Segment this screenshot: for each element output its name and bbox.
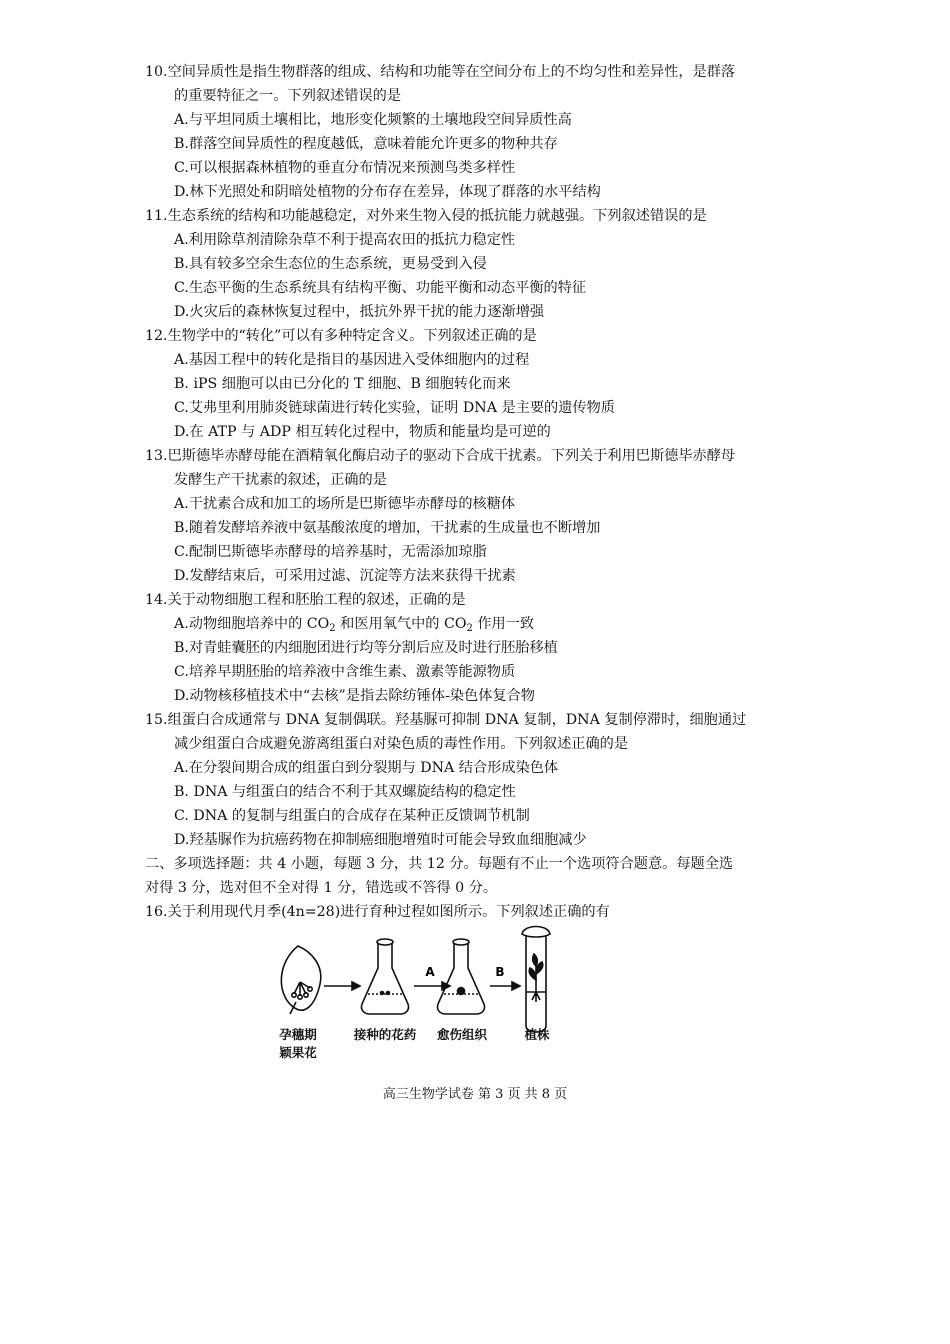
q15-option-a: A.在分裂间期合成的组蛋白到分裂期与 DNA 结合形成染色体 [174,760,559,776]
flask-icon-anther [361,939,408,1014]
q13-option-d: D.发酵结束后，可采用过滤、沉淀等方法来获得干扰素 [174,568,516,584]
caption-flower-line2: 颖果花 [279,1045,317,1060]
q14-option-d: D.动物核移植技术中“去核”是指去除纺锤体-染色体复合物 [174,688,535,704]
q15-option-b: B. DNA 与组蛋白的结合不利于其双螺旋结构的稳定性 [174,784,516,800]
q10-stem-line1: 10.空间异质性是指生物群落的组成、结构和功能等在空间分布上的不均匀性和差异性，是群落 [145,64,736,80]
q10-option-d: D.林下光照处和阴暗处植物的分布存在差异，体现了群落的水平结构 [174,184,601,200]
q14-option-b: B.对青蛙囊胚的内细胞团进行均等分割后应及时进行胚胎移植 [174,640,558,656]
breeding-process-diagram [272,922,572,1062]
q13-option-a: A.干扰素合成和加工的场所是巴斯德毕赤酵母的核糖体 [174,496,516,512]
section2-heading-line1: 二、多项选择题：共 4 小题，每题 3 分，共 12 分。每题有不止一个选项符合题意。每题全选 [145,856,734,872]
caption-anther: 接种的花药 [353,1027,417,1042]
q12-option-c: C.艾弗里利用肺炎链球菌进行转化实验，证明 DNA 是主要的遗传物质 [174,400,615,416]
q15-option-c: C. DNA 的复制与组蛋白的合成存在某种正反馈调节机制 [174,808,530,824]
q10-option-c: C.可以根据森林植物的垂直分布情况来预测鸟类多样性 [174,160,516,176]
q12-stem-line1: 12.生物学中的“转化”可以有多种特定含义。下列叙述正确的是 [145,328,537,344]
caption-plant: 植株 [524,1027,550,1042]
q15-stem-line1: 15.组蛋白合成通常与 DNA 复制偶联。羟基脲可抑制 DNA 复制，DNA 复制停滞时，细胞通过 [145,712,747,728]
q10-stem-line2: 的重要特征之一。下列叙述错误的是 [174,88,402,104]
test-tube-plant-icon [522,927,550,1033]
q10-option-b: B.群落空间异质性的程度越低，意味着能允许更多的物种共存 [174,136,558,152]
arrow-1 [324,982,360,990]
q11-option-a: A.利用除草剂清除杂草不利于提高农田的抵抗力稳定性 [174,232,516,248]
arrow-a-label: A [425,965,435,979]
q14-option-a-part2: 和医用氧气中的 CO [335,616,467,632]
q13-option-c: C.配制巴斯德毕赤酵母的培养基时，无需添加琼脂 [174,544,487,560]
q15-option-d: D.羟基脲作为抗癌药物在抑制癌细胞增殖时可能会导致血细胞减少 [174,832,587,848]
flask-icon-callus [437,939,484,1014]
q14-option-c: C.培养早期胚胎的培养液中含维生素、激素等能源物质 [174,664,516,680]
q14-option-a-part3: 作用一致 [472,616,535,632]
caption-flower [272,1026,324,1062]
q11-option-c: C.生态平衡的生态系统具有结构平衡、功能平衡和动态平衡的特征 [174,280,587,296]
q14-option-a-part1: A.动物细胞培养中的 CO [174,616,330,632]
q15-stem-line2: 减少组蛋白合成避免游离组蛋白对染色质的毒性作用。下列叙述正确的是 [174,736,629,752]
q14-stem-line1: 14.关于动物细胞工程和胚胎工程的叙述，正确的是 [145,592,466,608]
section2-heading-line2: 对得 3 分，选对但不全对得 1 分，错选或不答得 0 分。 [145,880,498,896]
q16-stem-line1: 16.关于利用现代月季(4n=28)进行育种过程如图所示。下列叙述正确的有 [145,904,610,920]
q13-stem-line2: 发酵生产干扰素的叙述，正确的是 [174,472,387,488]
q12-option-a: A.基因工程中的转化是指目的基因进入受体细胞内的过程 [174,352,530,368]
arrow-b [490,982,520,990]
q13-option-b: B.随着发酵培养液中氨基酸浓度的增加，干扰素的生成量也不断增加 [174,520,601,536]
q13-stem-line1: 13.巴斯德毕赤酵母能在酒精氧化酶启动子的驱动下合成干扰素。下列关于利用巴斯德毕赤酵母 [145,448,736,464]
q12-option-d: D.在 ATP 与 ADP 相互转化过程中，物质和能量均是可逆的 [174,424,551,440]
q11-option-b: B.具有较多空余生态位的生态系统，更易受到入侵 [174,256,487,272]
q11-stem-line1: 11.生态系统的结构和功能越稳定，对外来生物入侵的抵抗能力就越强。下列叙述错误的是 [145,208,707,224]
caption-callus: 愈伤组织 [436,1027,487,1042]
q14-subscript-1: 2 [329,623,336,634]
q11-option-d: D.火灾后的森林恢复过程中，抵抗外界干扰的能力逐渐增强 [174,304,545,320]
arrow-b-label: B [495,965,505,979]
flower-icon [281,946,320,1014]
q12-option-b: B. iPS 细胞可以由已分化的 T 细胞、B 细胞转化而来 [174,376,511,392]
page-footer: 高三生物学试卷 第 3 页 共 8 页 [382,1087,568,1102]
caption-flower-line1: 孕穗期 [279,1027,317,1042]
q10-option-a: A.与平坦同质土壤相比，地形变化频繁的土壤地段空间异质性高 [174,112,572,128]
q14-subscript-2: 2 [466,623,473,634]
